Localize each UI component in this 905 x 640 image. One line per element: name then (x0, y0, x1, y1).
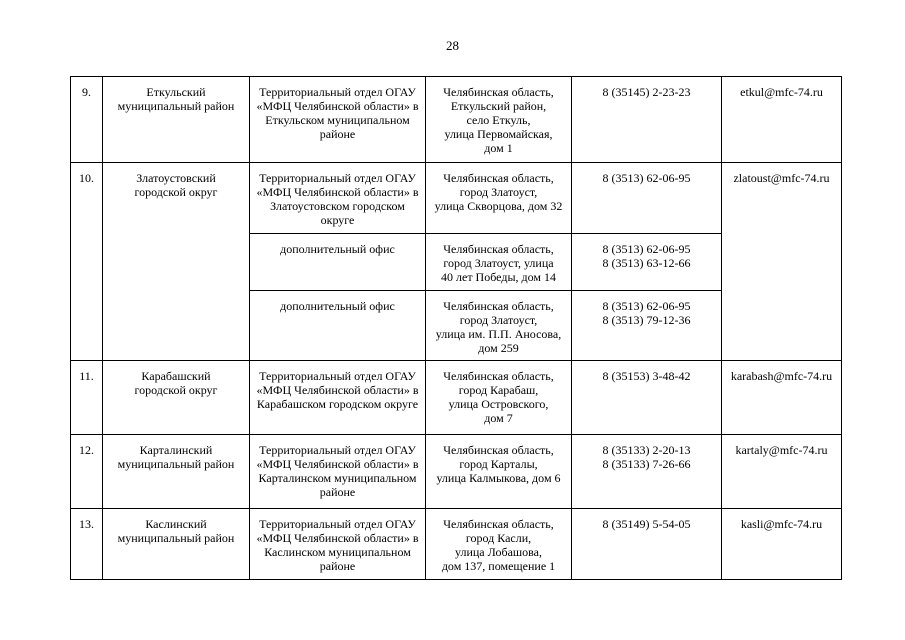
row-number: 12. (71, 435, 103, 509)
phone-cell: 8 (35145) 2-23-23 (572, 77, 722, 163)
sub-phone-cell: 8 (3513) 62-06-95 8 (3513) 79-12-36 (572, 291, 722, 361)
row-number: 9. (71, 77, 103, 163)
sub-address-cell: Челябинская область, город Златоуст, улица им. П.П. Аносова, дом 259 (426, 291, 572, 361)
municipality-cell: Карталинский муниципальный район (103, 435, 250, 509)
row-number: 10. (71, 163, 103, 361)
sub-phone-cell: 8 (3513) 62-06-95 8 (3513) 63-12-66 (572, 234, 722, 291)
email-cell: etkul@mfc-74.ru (722, 77, 842, 163)
table-row (71, 163, 842, 234)
page-number: 28 (446, 38, 459, 53)
municipality-cell: Карабашский городской округ (103, 361, 250, 435)
office-cell: Территориальный отдел ОГАУ «МФЦ Челябинской области» в Карталинском муниципальном районе (250, 435, 426, 509)
municipality-cell: Еткульский муниципальный район (103, 77, 250, 163)
phone-cell: 8 (35133) 2-20-13 8 (35133) 7-26-66 (572, 435, 722, 509)
phone-cell: 8 (35149) 5-54-05 (572, 509, 722, 580)
row-number: 13. (71, 509, 103, 580)
phone-cell: 8 (3513) 62-06-95 (572, 163, 722, 234)
office-cell: Территориальный отдел ОГАУ «МФЦ Челябинской области» в Каслинском муниципальном районе (250, 509, 426, 580)
row-number: 11. (71, 361, 103, 435)
address-cell: Челябинская область, город Карталы, улица Калмыкова, дом 6 (426, 435, 572, 509)
office-cell: Территориальный отдел ОГАУ «МФЦ Челябинской области» в Карабашском городском округе (250, 361, 426, 435)
sub-address-cell: Челябинская область, город Златоуст, улица 40 лет Победы, дом 14 (426, 234, 572, 291)
municipality-cell: Каслинский муниципальный район (103, 509, 250, 580)
table-row (71, 435, 842, 509)
office-cell: Территориальный отдел ОГАУ «МФЦ Челябинской области» в Златоустовском городском округе (250, 163, 426, 234)
address-cell: Челябинская область, город Карабаш, улица Островского, дом 7 (426, 361, 572, 435)
address-cell: Челябинская область, Еткульский район, село Еткуль, улица Первомайская, дом 1 (426, 77, 572, 163)
email-cell: karabash@mfc-74.ru (722, 361, 842, 435)
email-cell: kasli@mfc-74.ru (722, 509, 842, 580)
sub-office-cell: дополнительный офис (250, 234, 426, 291)
phone-cell: 8 (35153) 3-48-42 (572, 361, 722, 435)
mfc-offices-table (70, 76, 842, 580)
email-cell: kartaly@mfc-74.ru (722, 435, 842, 509)
email-cell: zlatoust@mfc-74.ru (722, 163, 842, 361)
municipality-cell: Златоустовский городской округ (103, 163, 250, 361)
address-cell: Челябинская область, город Касли, улица Лобашова, дом 137, помещение 1 (426, 509, 572, 580)
table-row (71, 77, 842, 163)
address-cell: Челябинская область, город Златоуст, улица Скворцова, дом 32 (426, 163, 572, 234)
office-cell: Территориальный отдел ОГАУ «МФЦ Челябинской области» в Еткульском муниципальном районе (250, 77, 426, 163)
table-row (71, 361, 842, 435)
table-row (71, 509, 842, 580)
sub-office-cell: дополнительный офис (250, 291, 426, 361)
